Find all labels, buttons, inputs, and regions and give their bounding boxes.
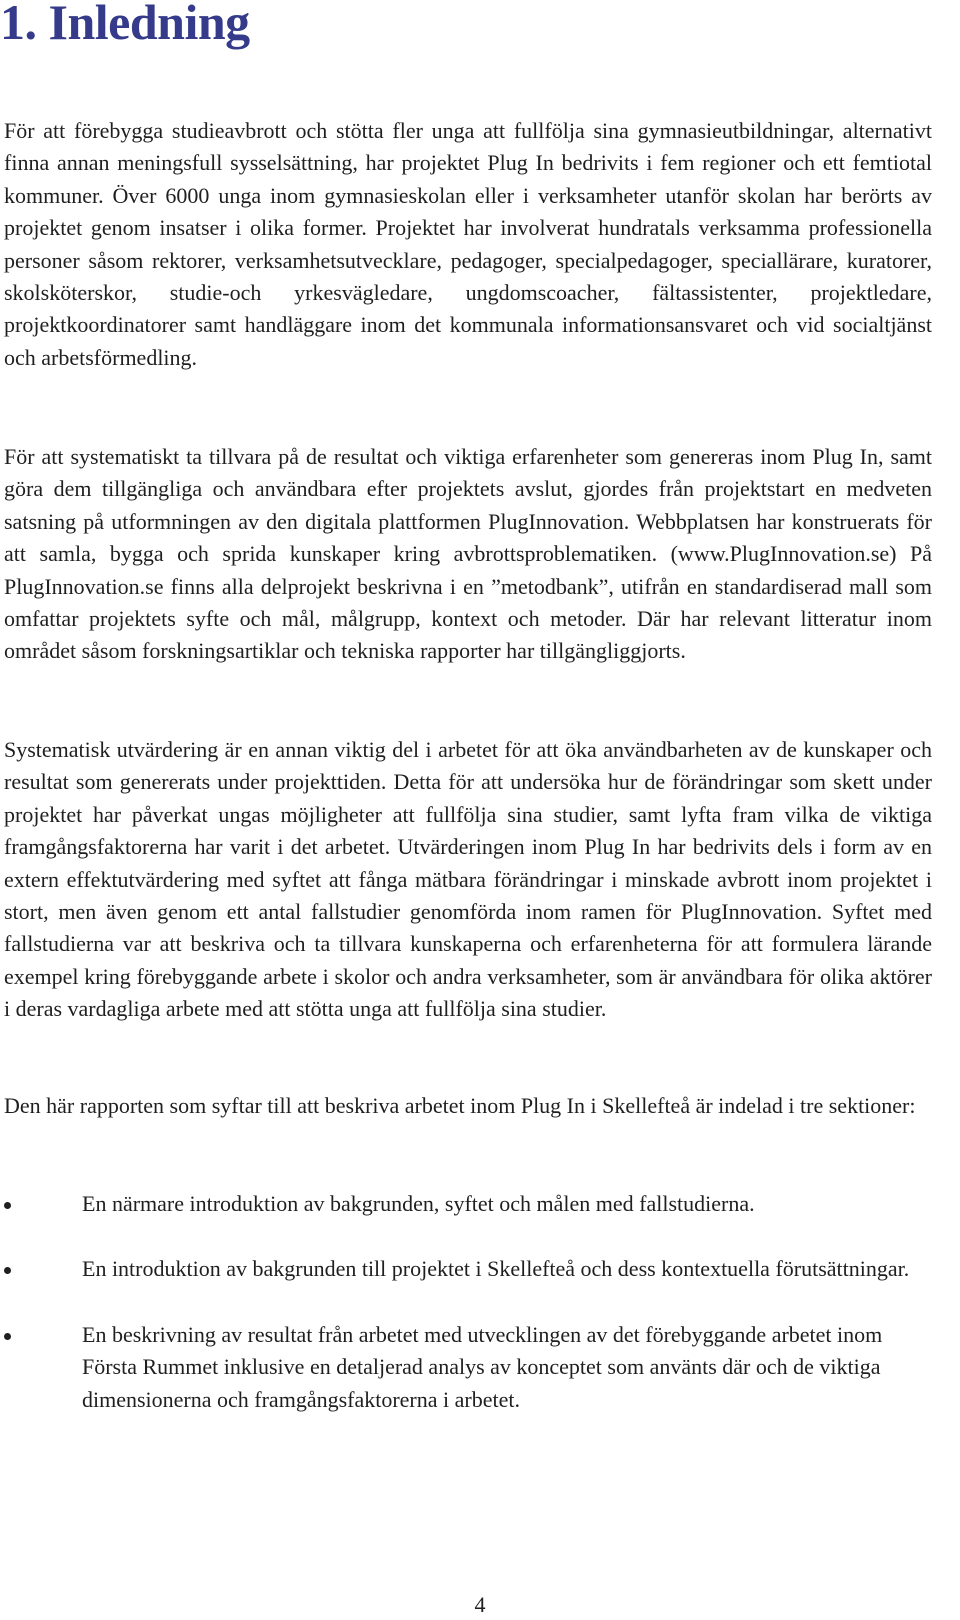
bullet-icon	[4, 1202, 11, 1209]
list-item	[0, 1319, 930, 1416]
paragraph-pluginnovation: För att systematiskt ta tillvara på de resultat och viktiga erfarenheter som genereras inom Plug In, samt göra dem tillgängliga och användbara efter projektets avslut, gjordes från projektstart en medveten satsning på utformningen av den digitala plattformen PlugInnovation. Webbplatsen har konstruerats för att samla, bygga och sprida kunskaper kring avbrottsproblematiken. (www.PlugInnovation.se) På PlugInnovation.se finns alla delprojekt beskrivna i en ”metodbank”, utifrån en standardiserad mall som omfattar projektets syfte och mål, målgrupp, kontext och metoder. Där har relevant litteratur inom området såsom forskningsartiklar och tekniska rapporter har tillgängliggjorts.	[4, 444, 932, 664]
section-list	[0, 1188, 930, 1449]
bullet-icon	[4, 1267, 11, 1274]
list-item-text: En beskrivning av resultat från arbetet med utvecklingen av det förebyggande arbetet inom Första Rummet inklusive en detaljerad analys av konceptet som använts där och de viktiga dimensionerna och framgångsfaktorerna i arbetet.	[82, 1321, 883, 1412]
paragraph-report-sections: Den här rapporten som syftar till att beskriva arbetet inom Plug In i Skellefteå är indelad i tre sektioner:	[4, 1093, 916, 1118]
section-heading: 1. Inledning	[0, 0, 250, 50]
list-item-text: En närmare introduktion av bakgrunden, syftet och målen med fallstudierna.	[82, 1191, 755, 1216]
list-item	[0, 1253, 930, 1285]
paragraph-intro: För att förebygga studieavbrott och stötta fler unga att fullfölja sina gymnasieutbildningar, alternativt finna annan meningsfull sysselsättning, har projektet Plug In bedrivits i fem regioner och ett femtiotal kommuner. Över 6000 unga inom gymnasieskolan eller i verksamheter utanför skolan har berörts av projektet genom insatser i olika former. Projektet har involverat hundratals verksamma professionella personer såsom rektorer, verksamhetsutvecklare, pedagoger, specialpedagoger, speciallärare, kuratorer, skolsköterskor, studie-och yrkesvägledare, ungdomscoacher, fältassistenter, projektledare, projektkoordinatorer samt handläggare inom det kommunala informationsansvaret och vid socialtjänst och arbetsförmedling.	[4, 118, 932, 370]
list-item-text: En introduktion av bakgrunden till projektet i Skellefteå och dess kontextuella förutsättningar.	[82, 1256, 910, 1282]
paragraph-evaluation: Systematisk utvärdering är en annan viktig del i arbetet för att öka användbarheten av de kunskaper och resultat som genererats under projekttiden. Detta för att undersöka hur de förändringar som skett under projektet har påverkat ungas möjligheter att fullfölja sina studier, samt lyfta fram vilka de viktiga framgångsfaktorerna har varit i det arbetet. Utvärderingen inom Plug In har bedrivits dels i form av en extern effektutvärdering med syftet att fånga mätbara förändringar i minskade avbrott inom projektet i stort, men även genom ett antal fallstudier genomförda inom ramen för PlugInnovation. Syftet med fallstudierna var att beskriva och ta tillvara kunskaperna och erfarenheterna för att formulera lärande exempel kring förebyggande arbete i skolor och andra verksamheter, som är användbara för olika aktörer i deras vardagliga arbete med att stötta unga att fullfölja sina studier.	[4, 737, 932, 1022]
list-item	[0, 1188, 930, 1220]
bullet-icon	[4, 1333, 11, 1340]
page-number: 4	[474, 1592, 486, 1617]
